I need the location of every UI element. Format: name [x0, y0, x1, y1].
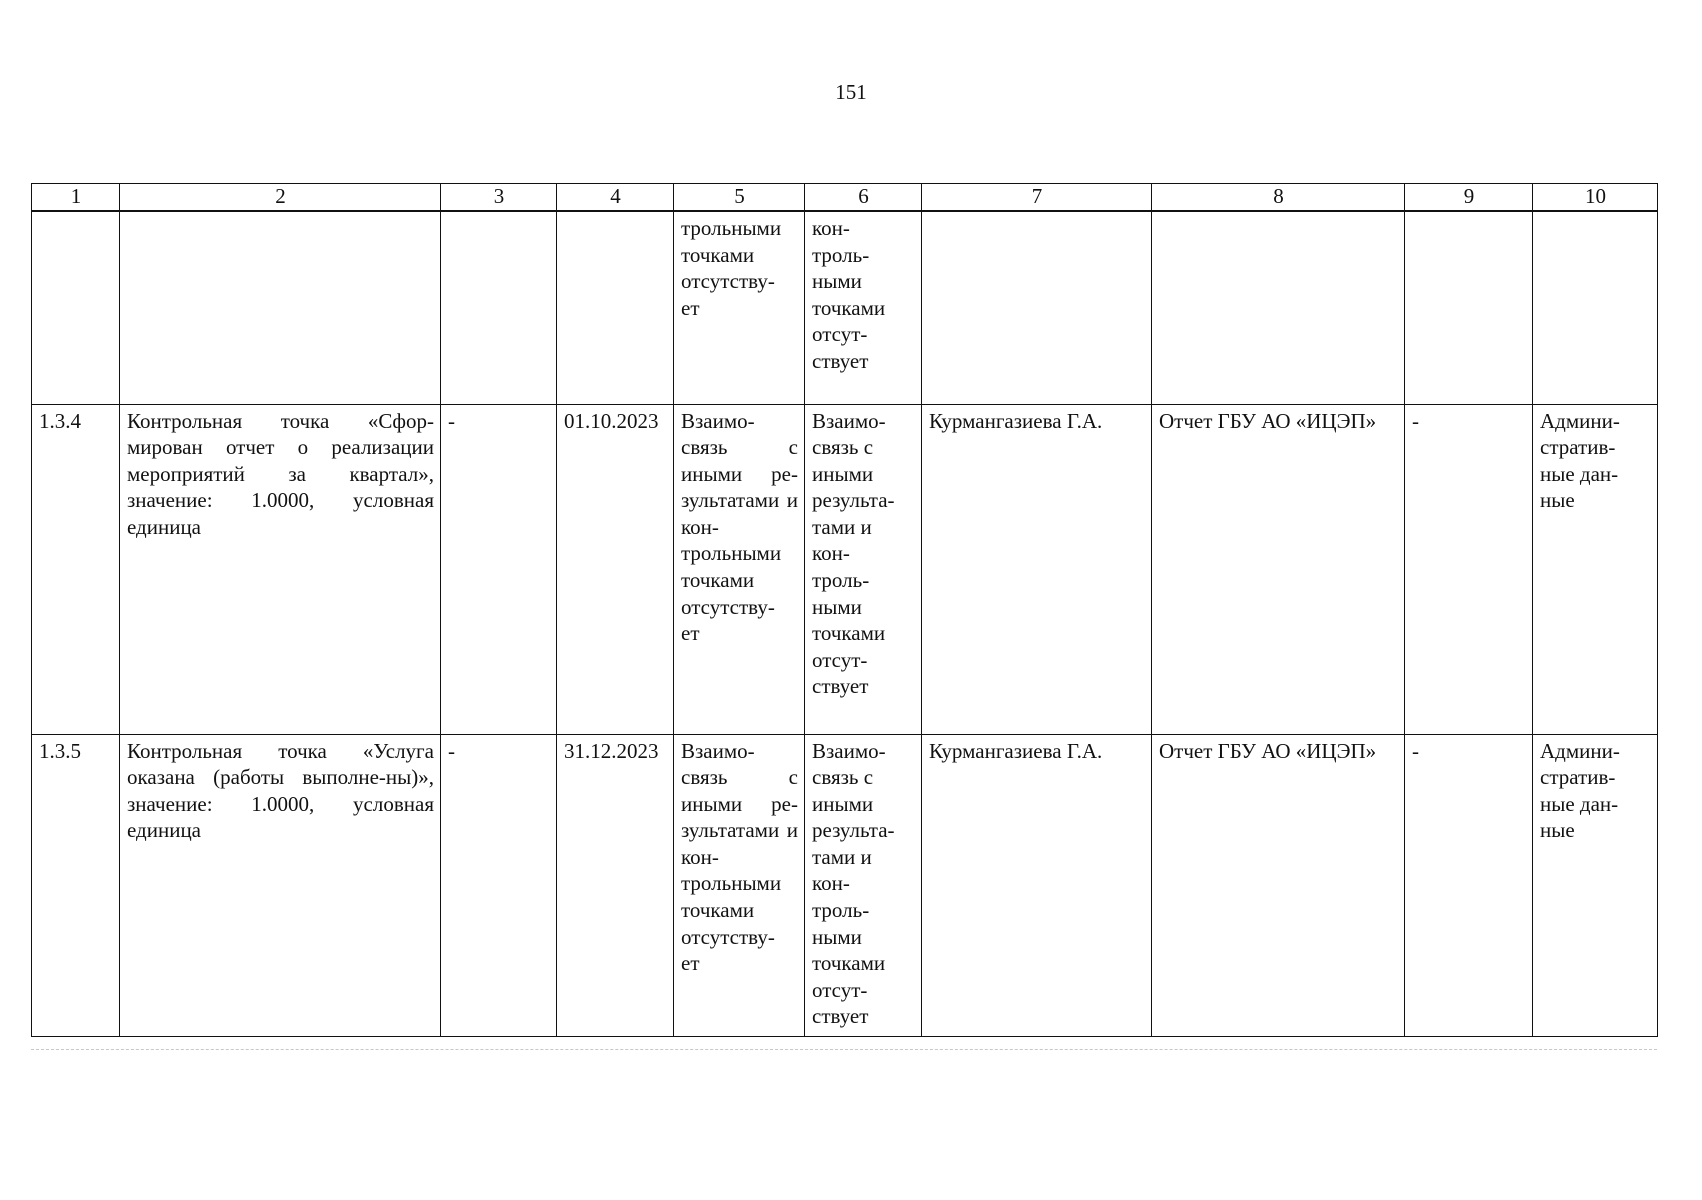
cell-date: 01.10.2023	[557, 404, 674, 734]
cell-relation-results: трольными точками отсутству- ет	[674, 211, 805, 404]
cell-relation-results: Взаимо- связь с иными ре-зультатами и кон-трольными точками отсутству- ет	[674, 404, 805, 734]
column-header-9: 9	[1405, 184, 1533, 212]
cell-empty	[1405, 211, 1533, 404]
cell-number: 1.3.5	[32, 734, 120, 1036]
cell-empty	[557, 211, 674, 404]
cell-empty	[922, 211, 1152, 404]
cell-col3: -	[441, 404, 557, 734]
cell-date: 31.12.2023	[557, 734, 674, 1036]
column-header-6: 6	[805, 184, 922, 212]
cell-data-source: Админи- стратив- ные дан- ные	[1533, 734, 1658, 1036]
cell-description: Контрольная точка «Услуга оказана (работы выполне-ны)», значение: 1.0000, условная единица	[120, 734, 441, 1036]
column-header-3: 3	[441, 184, 557, 212]
cell-document: Отчет ГБУ АО «ИЦЭП»	[1152, 734, 1405, 1036]
cell-responsible: Курмангазиева Г.А.	[922, 404, 1152, 734]
column-header-8: 8	[1152, 184, 1405, 212]
column-header-1: 1	[32, 184, 120, 212]
cell-data-source: Админи- стратив- ные дан- ные	[1533, 404, 1658, 734]
table-row	[32, 404, 1658, 734]
scan-edge-rule	[31, 1049, 1657, 1050]
cell-empty	[32, 211, 120, 404]
table-row	[32, 734, 1658, 1036]
cell-empty	[441, 211, 557, 404]
cell-empty	[1533, 211, 1658, 404]
cell-col9: -	[1405, 734, 1533, 1036]
cell-empty	[120, 211, 441, 404]
cell-description: Контрольная точка «Сфор-мирован отчет о реализации мероприятий за квартал», значение: 1.0000, условная единица	[120, 404, 441, 734]
column-header-5: 5	[674, 184, 805, 212]
cell-relation-checkpoints: Взаимо- связь с иными результа- тами и кон- троль- ными точками отсут- ствует	[805, 734, 922, 1036]
cell-responsible: Курмангазиева Г.А.	[922, 734, 1152, 1036]
column-header-7: 7	[922, 184, 1152, 212]
cell-document: Отчет ГБУ АО «ИЦЭП»	[1152, 404, 1405, 734]
table-row-continuation	[32, 211, 1658, 404]
page-number: 151	[835, 80, 867, 104]
cell-empty	[1152, 211, 1405, 404]
column-header-10: 10	[1533, 184, 1658, 212]
cell-relation-checkpoints: кон- троль- ными точками отсут- ствует	[805, 211, 922, 404]
cell-relation-checkpoints: Взаимо- связь с иными результа- тами и кон- троль- ными точками отсут- ствует	[805, 404, 922, 734]
column-header-4: 4	[557, 184, 674, 212]
results-table	[31, 183, 1658, 1037]
cell-col3: -	[441, 734, 557, 1036]
table-header-row	[32, 184, 1658, 212]
cell-number: 1.3.4	[32, 404, 120, 734]
cell-col9: -	[1405, 404, 1533, 734]
column-header-2: 2	[120, 184, 441, 212]
cell-relation-results: Взаимо- связь с иными ре-зультатами и кон-трольными точками отсутству- ет	[674, 734, 805, 1036]
